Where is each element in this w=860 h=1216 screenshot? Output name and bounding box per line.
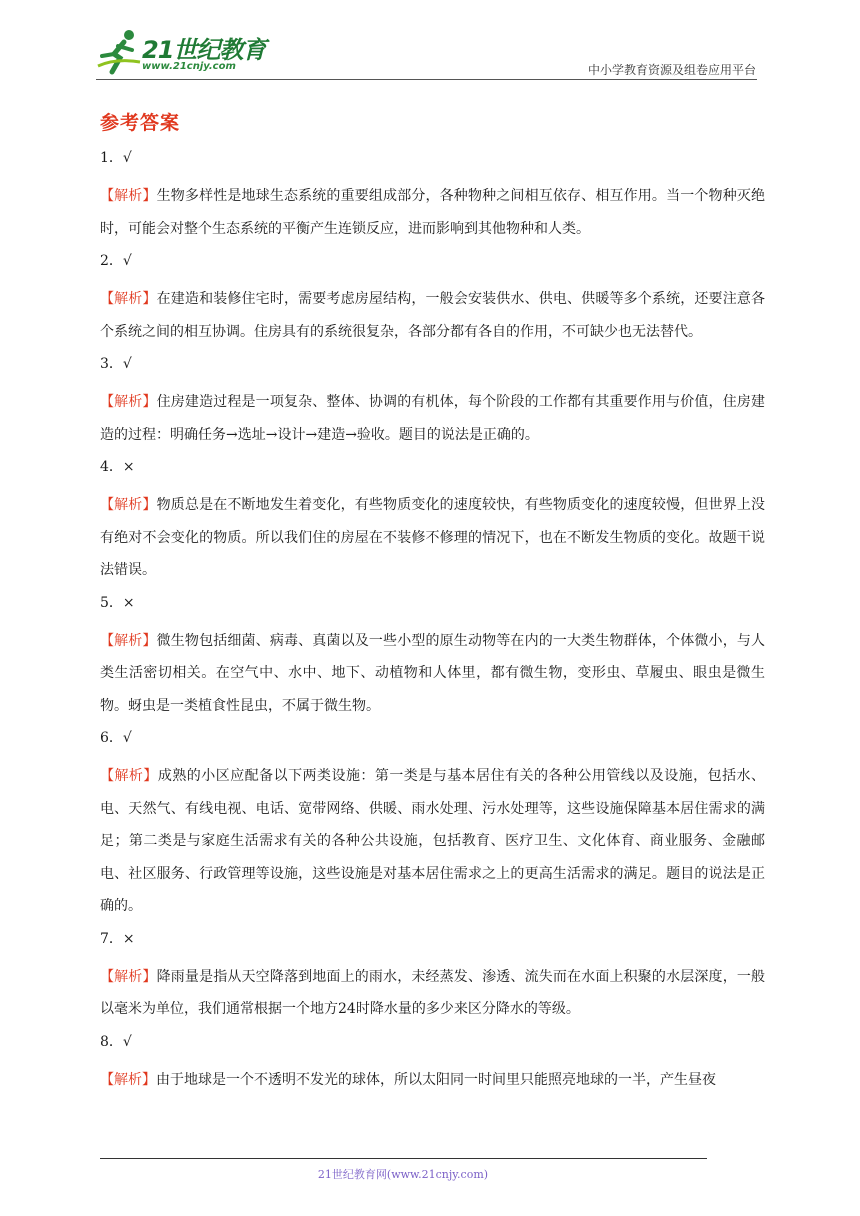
answer-explanation — [100, 489, 765, 587]
answer-number: 6．√ — [100, 730, 132, 746]
analysis-text: 生物多样性是地球生态系统的重要组成部分，各种物种之间相互依存、相互作用。当一个物种灭绝时，可能会对整个生态系统的平衡产生连锁反应，进而影响到其他物种和人类。 — [100, 188, 765, 237]
footer-link[interactable]: 21世纪教育网(www.21cnjy.com) — [317, 1168, 489, 1181]
answer-number: 7．× — [100, 930, 135, 947]
answer-item — [100, 147, 765, 245]
analysis-text: 物质总是在不断地发生着变化，有些物质变化的速度较快，有些物质变化的速度较慢，但世界上没有绝对不会变化的物质。所以我们住的房屋在不装修不修理的情况下，也在不断发生物质的变化。故题干说法错误。 — [100, 497, 765, 578]
answer-explanation — [100, 180, 765, 245]
answer-explanation — [100, 625, 765, 723]
analysis-text: 成熟的小区应配备以下两类设施：第一类是与基本居住有关的各种公用管线以及设施，包括水、电、天然气、有线电视、电话、宽带网络、供暖、雨水处理、污水处理等，这些设施保障基本居住需求的满足；第二类是与家庭生活需求有关的各种公共设施，包括教育、医疗卫生、文化体育、商业服务、金融邮电、社区服务、行政管理等设施，这些设施是对基本居住需求之上的更高生活需求的满足。题目的说法是正确的。 — [100, 768, 766, 914]
answer-number: 8．√ — [100, 1033, 132, 1050]
platform-name: 中小学教育资源及组卷应用平台 — [587, 63, 756, 77]
answer-explanation — [100, 1064, 765, 1097]
header-divider — [96, 79, 757, 80]
page-title: 参考答案 — [100, 112, 181, 134]
answer-item — [100, 592, 765, 723]
answer-explanation — [100, 283, 765, 348]
page-header — [0, 0, 860, 90]
answer-list — [100, 147, 765, 1101]
analysis-tag: 【解析】 — [100, 632, 157, 649]
footer-divider — [100, 1158, 707, 1159]
answer-number: 1．√ — [100, 150, 132, 166]
answer-explanation — [100, 386, 765, 451]
answer-item — [100, 727, 765, 923]
analysis-text: 在建造和装修住宅时，需要考虑房屋结构，一般会安装供水、供电、供暖等多个系统，还要注意各个系统之间的相互协调。住房具有的系统很复杂，各部分都有各自的作用，不可缺少也无法替代。 — [100, 291, 765, 340]
answer-number: 4．× — [100, 459, 135, 475]
analysis-text: 降雨量是指从天空降落到地面上的雨水，未经蒸发、渗透、流失而在水面上积聚的水层深度，一般以毫米为单位，我们通常根据一个地方24时降水量的多少来区分降水的等级。 — [100, 968, 765, 1017]
answer-number: 3．√ — [100, 356, 132, 372]
analysis-tag: 【解析】 — [100, 188, 157, 204]
analysis-text: 微生物包括细菌、病毒、真菌以及一些小型的原生动物等在内的一大类生物群体，个体微小，与人类生活密切相关。在空气中、水中、地下、动植物和人体里，都有微生物，变形虫、草履虫、眼虫是微生物。蚜虫是一类植食性昆虫，不属于微生物。 — [100, 632, 765, 714]
answer-item — [100, 928, 765, 1026]
answer-number: 2．√ — [100, 253, 132, 269]
logo-url: www.21cnjy.com — [142, 61, 236, 72]
analysis-tag: 【解析】 — [100, 1071, 156, 1088]
analysis-tag: 【解析】 — [100, 394, 157, 410]
answer-item — [100, 353, 765, 451]
answer-item — [100, 250, 765, 348]
answer-item — [100, 456, 765, 587]
logo-text: 21世纪教育 — [142, 36, 266, 64]
answer-explanation — [100, 961, 765, 1026]
analysis-tag: 【解析】 — [100, 768, 158, 784]
answer-explanation — [100, 760, 765, 923]
answer-number: 5．× — [100, 594, 135, 611]
runner-logo-icon — [96, 28, 142, 78]
analysis-tag: 【解析】 — [100, 968, 157, 985]
analysis-text: 由于地球是一个不透明不发光的球体，所以太阳同一时间里只能照亮地球的一半，产生昼夜 — [156, 1071, 716, 1088]
analysis-tag: 【解析】 — [100, 291, 157, 307]
analysis-text: 住房建造过程是一项复杂、整体、协调的有机体，每个阶段的工作都有其重要作用与价值，住房建造的过程：明确任务→选址→设计→建造→验收。题目的说法是正确的。 — [100, 394, 765, 443]
analysis-tag: 【解析】 — [100, 497, 157, 513]
answer-item — [100, 1031, 765, 1097]
site-logo[interactable] — [96, 28, 266, 80]
